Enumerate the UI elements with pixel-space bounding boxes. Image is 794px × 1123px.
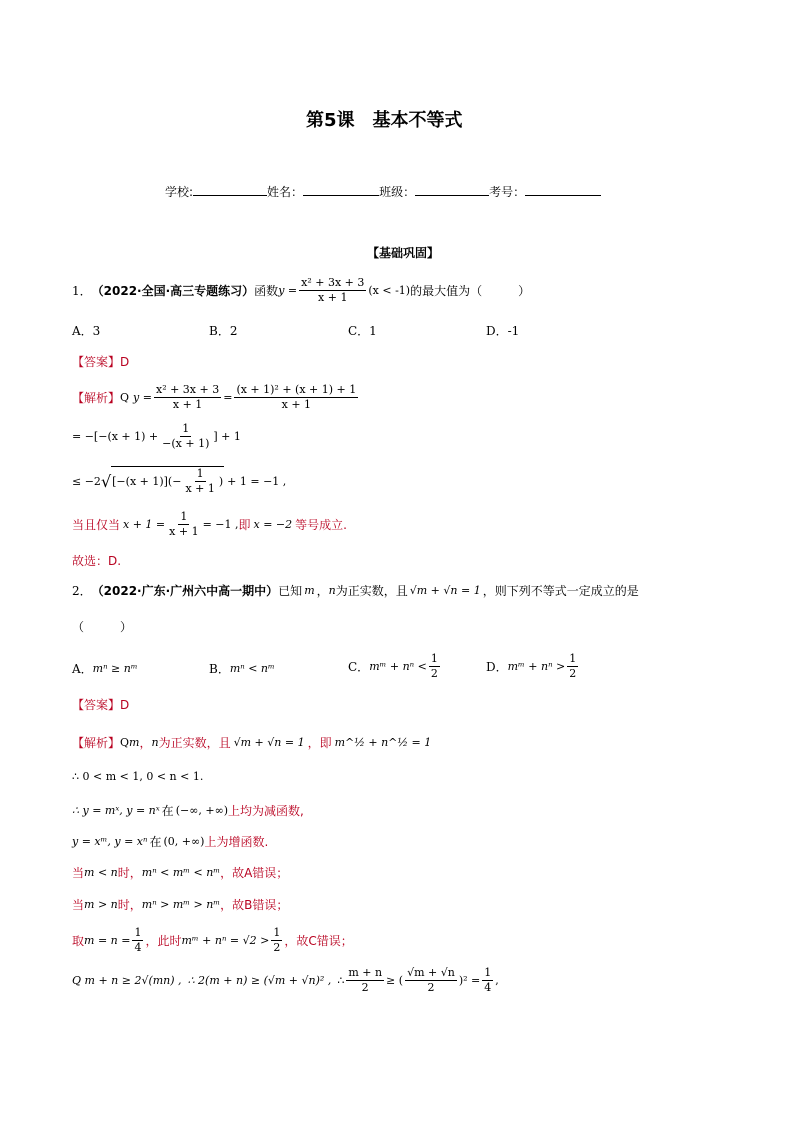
q1-l1-den2: x + 1	[281, 398, 312, 411]
q2-a1-eq: m^½ + n^½ = 1	[334, 736, 432, 749]
q2-a8-den3: 4	[484, 981, 492, 994]
q2-a1-a: ，	[139, 736, 152, 750]
exam-no-label: 考号：	[489, 185, 526, 199]
q2-a1-c: ，即	[307, 736, 332, 750]
q2-a6-c: mⁿ > mᵐ > nᵐ	[141, 898, 221, 911]
q2-opt-b-math: mⁿ < nᵐ	[229, 662, 275, 675]
q1-analysis-lead: Q	[120, 391, 130, 404]
q2-a8-num2: √m + √n	[407, 966, 455, 979]
class-label: 班级：	[379, 185, 416, 199]
q1-l3-b: + 1 = −1 ,	[227, 474, 287, 488]
q1-l3-den: x + 1	[185, 482, 215, 495]
q2-answer	[72, 696, 129, 713]
q2-stem-c: ，则下列不等式一定成立的是	[482, 584, 639, 598]
q2-stem-b: 为正实数，且	[335, 584, 408, 598]
q2-a6-m: m > n	[84, 898, 118, 911]
q1-analysis-line-3	[72, 466, 286, 496]
q1-l4-m1: x + 1 =	[123, 518, 166, 531]
q1-l1-num1: x² + 3x + 3	[155, 383, 220, 396]
q2-a1-b: 为正实数，且	[158, 736, 231, 750]
q2-a6-a: 当	[72, 898, 85, 912]
q2-a1-n: n	[151, 736, 159, 749]
q2-a5-b: 时，	[117, 866, 142, 880]
name-blank[interactable]	[303, 182, 379, 196]
q1-l3-frac	[183, 467, 216, 496]
q1-l2-a: = −[−(x + 1) +	[72, 430, 159, 443]
school-blank[interactable]	[193, 182, 267, 196]
q2-answer-label: 【答案】	[72, 698, 121, 712]
q1-conclusion: 故选：D.	[72, 554, 122, 568]
exam-no-blank[interactable]	[525, 182, 601, 196]
q2-stem-sep: ，	[316, 584, 329, 598]
q2-a7-frac2	[271, 926, 282, 955]
q1-frac-num: x² + 3x + 3	[301, 276, 365, 289]
q2-a5-d: ，故A错误；	[220, 866, 289, 880]
page-title: 第5课 基本不等式	[306, 110, 463, 131]
q1-analysis-line-2	[72, 422, 241, 451]
q2-answer-value: D	[120, 698, 130, 712]
q1-l3-radicand	[111, 466, 224, 496]
q2-a7-c: mᵐ + nⁿ = √2 >	[181, 934, 270, 947]
q2-a3-math1: ∴ y = mˣ, y = nˣ	[72, 804, 160, 817]
q2-a8-e: )² =	[458, 974, 481, 987]
q2-stem-cond: √m + √n = 1	[409, 584, 481, 597]
q2-a8-f: ,	[495, 974, 499, 987]
q2-stem-n: n	[328, 584, 336, 597]
q1-l4-frac	[167, 510, 200, 539]
q2-analysis-line-2: ∴ 0 < m < 1, 0 < n < 1.	[72, 770, 204, 783]
q1-l2-b: ] + 1	[213, 430, 241, 443]
sqrt-icon: √	[100, 471, 112, 491]
q1-l4-m3: x = −2	[253, 518, 293, 531]
q2-a7-b: ，此时	[145, 934, 182, 948]
q1-stem	[72, 276, 530, 305]
q1-l3-rad-b: )	[218, 475, 224, 488]
q1-l2-frac	[160, 422, 211, 451]
q2-analysis-line-3	[72, 802, 304, 819]
q2-a1-q: Q	[120, 736, 130, 749]
q2-a6-b: 时，	[117, 898, 142, 912]
q1-l1-den1: x + 1	[172, 398, 203, 411]
q2-opt-d-label: D．	[486, 660, 508, 674]
q2-analysis-label: 【解析】	[72, 736, 121, 750]
q1-fraction	[299, 276, 366, 305]
q2-a4-text: 上为增函数.	[204, 835, 269, 849]
q2-a8-b: ∴ 2(m + n) ≥ (√m + √n)² ,	[187, 974, 332, 987]
info-line	[165, 182, 601, 200]
q2-a7-frac	[132, 926, 143, 955]
q1-l1-y: y =	[133, 391, 152, 404]
q1-stem-pre: 函数	[254, 284, 279, 298]
q2-option-d	[486, 652, 580, 681]
q2-a5-a: 当	[72, 866, 85, 880]
q2-a4-in: 在	[149, 835, 162, 849]
q2-a7-d: ，故C错误；	[284, 934, 353, 948]
q2-stem	[72, 582, 639, 599]
q1-l1-frac-2	[234, 383, 358, 412]
q1-option-c: C．1	[348, 324, 377, 338]
q2-analysis-line-8	[72, 966, 499, 995]
q2-source: （2022·广东·广州六中高一期中）	[91, 584, 279, 598]
q1-analysis-line-4	[72, 510, 347, 539]
q2-a6-d: ，故B错误；	[220, 898, 289, 912]
q2-analysis-line-1	[72, 734, 431, 751]
q1-answer-value: D	[120, 355, 130, 369]
q2-opt-c-label: C．	[348, 660, 370, 674]
q1-l4-den: x + 1	[169, 525, 199, 538]
q2-option-b	[209, 660, 275, 677]
q2-number: 2．	[72, 584, 92, 598]
name-label: 姓名：	[267, 185, 304, 199]
q1-domain: (x < -1)	[368, 284, 411, 297]
q2-opt-a-math: mⁿ ≥ nᵐ	[92, 662, 138, 675]
q1-option-d: D．-1	[486, 324, 520, 338]
q2-a8-a: Q m + n ≥ 2√(mn) ,	[72, 974, 182, 987]
q2-analysis-line-4	[72, 833, 268, 850]
school-label: 学校:	[165, 185, 194, 199]
q2-analysis-line-7	[72, 926, 353, 955]
q2-a8-c: ∴	[337, 974, 345, 987]
q1-stem-post: 的最大值为（ ）	[410, 284, 531, 298]
q2-a8-den1: 2	[361, 981, 369, 994]
q2-a5-m: m < n	[84, 866, 118, 879]
q2-a7-num2: 1	[273, 926, 281, 939]
q2-option-c	[348, 652, 442, 681]
q1-l2-num: 1	[182, 422, 190, 435]
q2-analysis-line-6	[72, 896, 288, 913]
q1-l4-c: 等号成立.	[295, 518, 347, 532]
q2-a7-num: 1	[134, 926, 142, 939]
q2-a8-num1: m + n	[348, 966, 383, 979]
q2-opt-a-label: A．	[72, 662, 93, 676]
q1-l1-num2: (x + 1)² + (x + 1) + 1	[236, 383, 357, 396]
q2-a3-in: 在	[161, 804, 174, 818]
q1-func-y: y =	[278, 284, 298, 297]
q1-l3-num: 1	[196, 467, 204, 480]
q2-a8-frac3	[482, 966, 493, 995]
q2-opt-d-math: mᵐ + nⁿ >	[507, 660, 566, 673]
q1-option-a: A．3	[72, 324, 101, 338]
q2-option-a	[72, 660, 138, 677]
q2-a8-den2: 2	[427, 981, 435, 994]
q2-a8-frac2	[405, 966, 457, 995]
q2-a4-interval: (0, +∞)	[163, 835, 205, 848]
q2-a8-d: ≥ (	[386, 974, 404, 987]
q2-a1-cond: √m + √n = 1	[233, 736, 305, 749]
q2-a8-num3: 1	[484, 966, 492, 979]
section-heading: 【基础巩固】	[367, 246, 440, 260]
q1-l4-m2: = −1 ,	[202, 518, 239, 531]
q2-opt-c-frac	[429, 652, 440, 681]
q2-opt-b-label: B．	[209, 662, 230, 676]
q2-a3-text: 上均为减函数,	[228, 804, 304, 818]
q1-source: （2022·全国·高三专题练习）	[91, 284, 255, 298]
q1-frac-den: x + 1	[318, 291, 348, 304]
q1-analysis-line-1	[72, 383, 360, 412]
q1-l4-num: 1	[180, 510, 188, 523]
q2-analysis-line-5	[72, 864, 288, 881]
q2-stem-paren: （ ）	[72, 620, 133, 634]
q2-a1-m: m	[129, 736, 140, 749]
q1-l1-eq: =	[223, 391, 233, 404]
q2-stem-a: 已知	[278, 584, 303, 598]
q2-stem-m: m	[304, 584, 315, 597]
class-blank[interactable]	[415, 182, 489, 196]
q1-l2-den: −(x + 1)	[162, 437, 210, 450]
q2-opt-c-den: 2	[430, 667, 438, 680]
q1-answer-label: 【答案】	[72, 355, 121, 369]
q2-a5-c: mⁿ < mᵐ < nᵐ	[141, 866, 221, 879]
q2-opt-d-num: 1	[569, 652, 577, 665]
q1-l3-a: ≤ −2	[72, 474, 101, 488]
q2-opt-d-den: 2	[569, 667, 577, 680]
q2-opt-d-frac	[567, 652, 578, 681]
q2-a7-m: m = n =	[84, 934, 131, 947]
q2-a4-math1: y = xᵐ, y = xⁿ	[72, 835, 148, 848]
q1-l1-frac-1	[154, 383, 221, 412]
q2-a7-a: 取	[72, 934, 85, 948]
q1-answer	[72, 353, 129, 370]
q2-a8-frac1	[346, 966, 384, 995]
q1-l3-rad-a: [−(x + 1)](−	[112, 475, 182, 488]
q1-option-b: B．2	[209, 324, 238, 338]
q1-l4-b: 即	[238, 518, 251, 532]
q1-analysis-label: 【解析】	[72, 391, 121, 405]
q2-a7-den: 4	[134, 941, 142, 954]
q2-opt-c-math: mᵐ + nⁿ <	[369, 660, 427, 673]
q1-l4-a: 当且仅当	[72, 518, 121, 532]
q2-a3-interval: (−∞, +∞)	[175, 804, 229, 817]
q1-number: 1．	[72, 284, 92, 298]
q2-a7-den2: 2	[273, 941, 281, 954]
q2-opt-c-num: 1	[430, 652, 438, 665]
